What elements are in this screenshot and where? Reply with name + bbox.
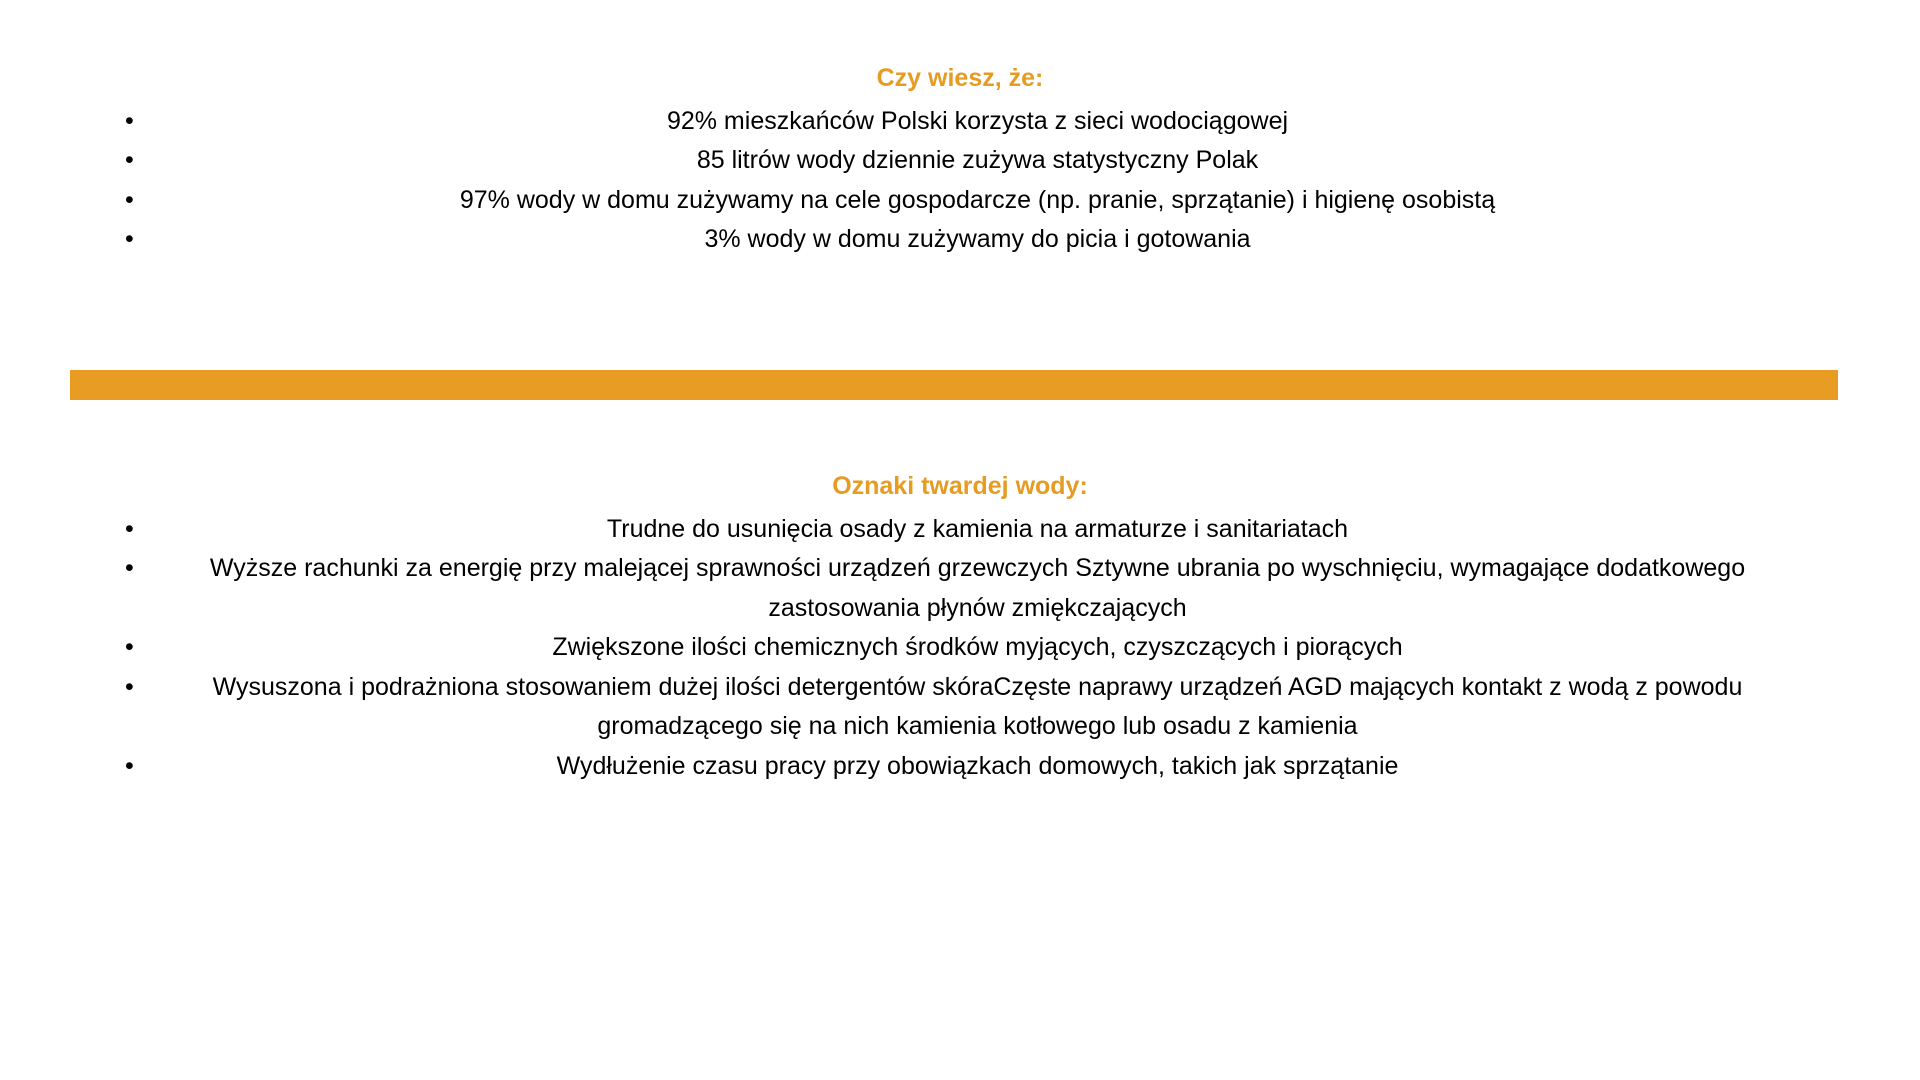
- top-spacer: [0, 0, 1920, 62]
- list-item: • 92% mieszkańców Polski korzysta z sieci wodociągowej: [50, 102, 1870, 142]
- list-item: • 97% wody w domu zużywamy na cele gospodarcze (np. pranie, sprzątanie) i higienę osobistą: [50, 181, 1870, 221]
- section-did-you-know: [50, 62, 1870, 260]
- divider: [50, 370, 1870, 400]
- list-item: • Zwiększone ilości chemicznych środków myjących, czyszczących i piorących: [50, 628, 1870, 668]
- list-item: • 85 litrów wody dziennie zużywa statystyczny Polak: [50, 141, 1870, 181]
- list-item: • Wyższe rachunki za energię przy malejącej sprawności urządzeń grzewczych Sztywne ubrania po wyschnięciu, wymagające dodatkowego zastosowania płynów zmiękczających: [50, 549, 1870, 628]
- mid-spacer: [0, 260, 1920, 370]
- list-item: • Wysuszona i podrażniona stosowaniem dużej ilości detergentów skóraCzęste naprawy urządzeń AGD mających kontakt z wodą z powodu gromadzącego się na nich kamienia kotłowego lub osadu z kamienia: [50, 668, 1870, 747]
- section-2-list: [50, 510, 1870, 787]
- list-item: • 3% wody w domu zużywamy do picia i gotowania: [50, 220, 1870, 260]
- list-item: • Trudne do usunięcia osady z kamienia na armaturze i sanitariatach: [50, 510, 1870, 550]
- after-divider-spacer: [0, 400, 1920, 470]
- list-item: • Wydłużenie czasu pracy przy obowiązkach domowych, takich jak sprzątanie: [50, 747, 1870, 787]
- section-1-list: [50, 102, 1870, 260]
- section-2-heading: Oznaki twardej wody:: [832, 471, 1088, 500]
- section-1-heading: Czy wiesz, że:: [876, 64, 1044, 92]
- divider-bar: [70, 370, 1838, 400]
- section-hard-water-signs: [50, 470, 1870, 786]
